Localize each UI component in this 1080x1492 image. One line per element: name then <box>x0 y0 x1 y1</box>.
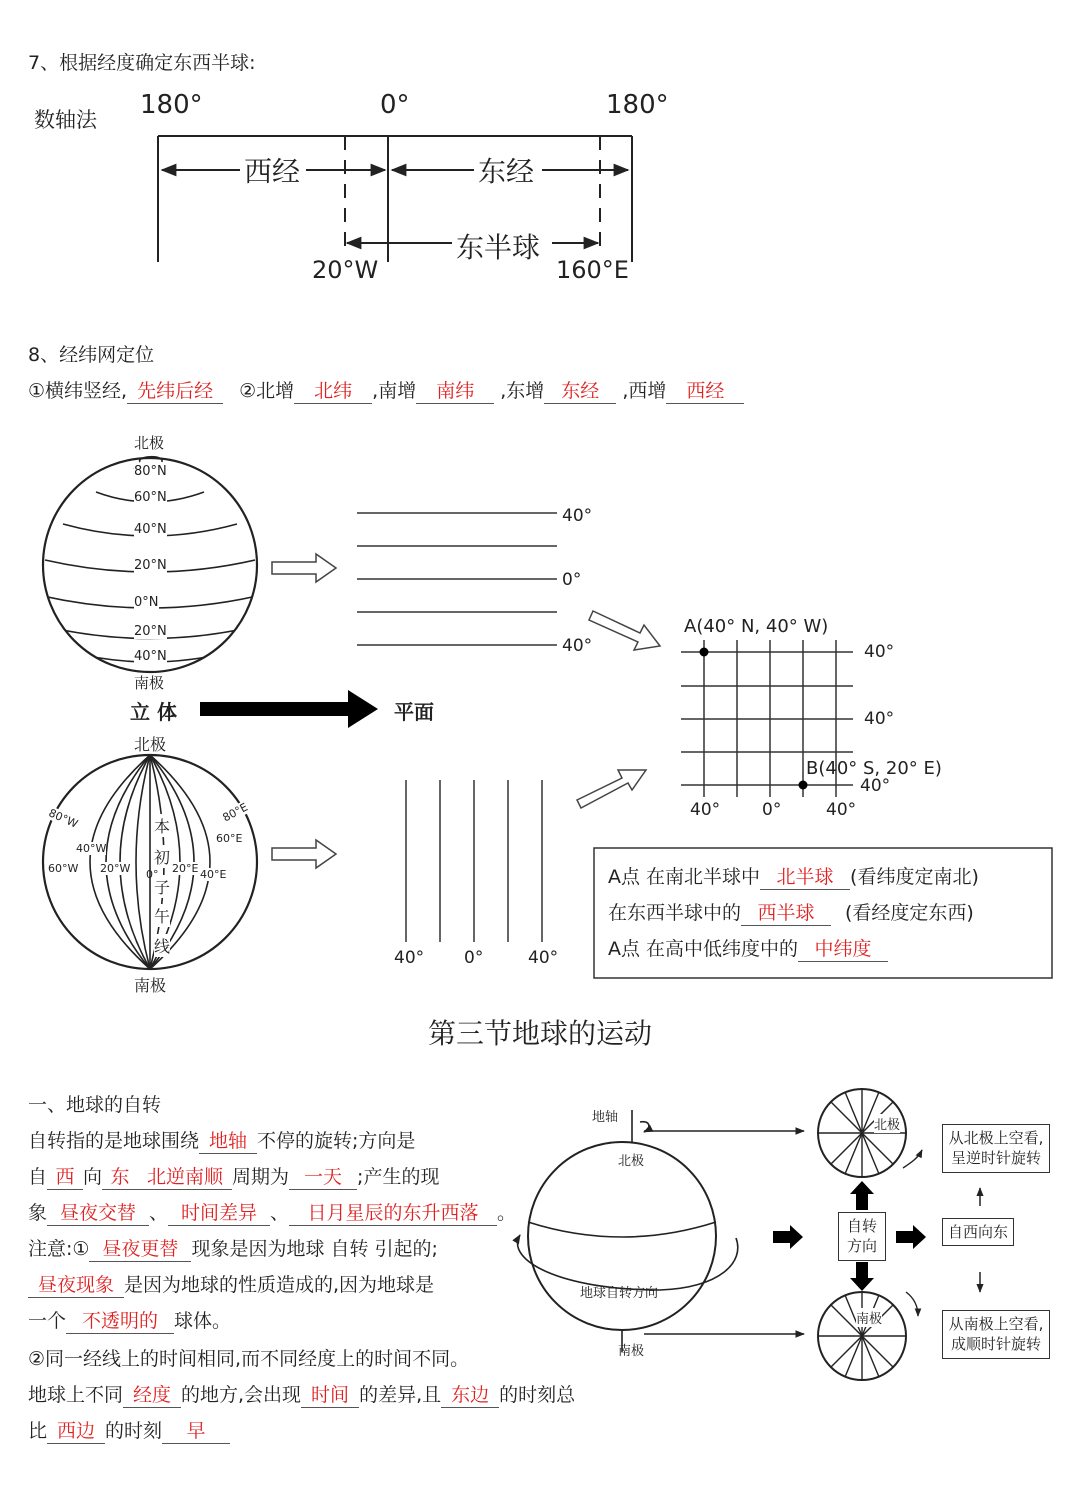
blank-one-day: 一天 <box>289 1167 357 1190</box>
infobox-l1-hint: (看纬度定南北) <box>850 866 979 888</box>
rotation-line3 <box>28 1198 516 1226</box>
r3-e: 、 <box>270 1202 290 1224</box>
blank-south-lat: 南纬 <box>416 381 494 404</box>
lat-label-0n: 0°N <box>134 595 159 610</box>
lon-label-60e: 60°E <box>216 832 243 845</box>
r8-e: 的差异,且 <box>359 1384 442 1406</box>
r8-a: 地球上不同 <box>28 1384 124 1406</box>
globe2-north-pole: 北极 <box>134 735 167 754</box>
south-disc <box>818 1292 918 1380</box>
rotation-line7: ②同一经线上的时间相同,而不同经度上的时间不同。 <box>28 1348 470 1370</box>
lat-label-80n: 80°N <box>134 464 167 479</box>
bound-160e: 160°E <box>556 256 629 284</box>
vline-label-40-left: 40° <box>394 948 425 968</box>
rule-part1: ①横纬竖经, <box>28 380 128 402</box>
number-axis <box>158 136 632 262</box>
rotation-line1 <box>28 1126 415 1154</box>
lon-label-80e: 80°E <box>220 800 250 825</box>
blank-west-side: 西边 <box>47 1421 105 1444</box>
east-longitude-label: 东经 <box>478 155 535 188</box>
blank-east: 东 <box>102 1167 138 1190</box>
blank-west-lon: 西经 <box>666 381 744 404</box>
rule-part2: ②北增 <box>239 380 295 402</box>
blank-day-night: 昼夜交替 <box>47 1203 149 1226</box>
blank-east-side: 东边 <box>441 1385 499 1408</box>
grid-right-label-3: 40° <box>860 776 891 796</box>
grid-bottom-label-2: 0° <box>762 800 782 820</box>
blank-first-lat: 先纬后经 <box>127 381 223 404</box>
r3-c: 、 <box>149 1202 169 1224</box>
latitude-plane-lines <box>357 513 557 645</box>
r5-b: 是因为地球的性质造成的,因为地球是 <box>124 1274 435 1296</box>
r2-c: 向 <box>83 1166 103 1188</box>
r4-c: 现象是因为地球 自转 引起的; <box>191 1238 438 1260</box>
vline-label-40-right: 40° <box>528 948 559 968</box>
r2-f: 周期为 <box>232 1166 290 1188</box>
prime-meridian-char-4: 午 <box>154 904 170 927</box>
globe2-south-pole: 南极 <box>134 976 167 995</box>
infobox-l2-text: 在东西半球中的 <box>608 902 742 924</box>
blank-north-lat: 北纬 <box>294 381 372 404</box>
lon-label-40e: 40°E <box>200 868 227 881</box>
section3-title: 第三节地球的运动 <box>427 1017 652 1050</box>
rotation-direction-label: 地球自转方向 <box>580 1286 659 1301</box>
grid-right-label-2: 40° <box>864 709 895 729</box>
north-view-box <box>942 1124 1050 1173</box>
grid-rule-line <box>28 376 744 404</box>
blank-earth-axis: 地轴 <box>199 1131 257 1154</box>
south-view-box <box>942 1310 1050 1359</box>
rotation-heading: 一、地球的自转 <box>28 1094 162 1116</box>
mid-box-text: 自西向东 <box>947 1223 1008 1241</box>
grid-bottom-label-3: 40° <box>826 800 857 820</box>
rotation-line9 <box>28 1416 230 1444</box>
rotation-line2 <box>28 1162 439 1190</box>
south-box-line1: 从南极上空看, <box>948 1315 1044 1333</box>
infobox-l2-hint: (看经度定东西) <box>845 902 974 924</box>
rule-part5: ,西增 <box>622 380 667 402</box>
blank-time: 时间 <box>301 1385 359 1408</box>
lat-label-20n: 20°N <box>134 558 167 573</box>
prime-meridian-char-5: 线 <box>154 934 170 957</box>
lon-label-0: 0° <box>146 868 159 881</box>
center-line1: 自转 <box>846 1217 877 1235</box>
r8-c: 的地方,会出现 <box>181 1384 302 1406</box>
lon-label-80w: 80°W <box>46 806 80 831</box>
lat-label-40n-lower: 40°N <box>134 649 167 664</box>
lon-label-20w: 20°W <box>100 862 131 875</box>
point-b-dot <box>799 781 808 790</box>
grid-right-label-1: 40° <box>864 642 895 662</box>
north-disc <box>818 1089 922 1177</box>
blank-day-night-alternation: 昼夜更替 <box>89 1239 191 1262</box>
section7-title: 7、根据经度确定东西半球: <box>28 52 256 74</box>
west-longitude-label: 西经 <box>244 155 301 188</box>
south-box-line2: 成顺时针旋转 <box>950 1335 1041 1354</box>
hline-label-40-bottom: 40° <box>562 636 593 656</box>
east-hemisphere-label: 东半球 <box>456 231 541 264</box>
blank-celestial-motion: 日月星辰的东升西落 <box>289 1203 497 1226</box>
west-to-east-box <box>942 1218 1014 1246</box>
lat-label-40n: 40°N <box>134 522 167 537</box>
prime-meridian-char-1: 本 <box>154 814 170 837</box>
plane-label: 平面 <box>394 700 434 724</box>
point-b-label: B(40° S, 20° E) <box>806 758 942 779</box>
blank-early: 早 <box>162 1421 230 1444</box>
r9-a: 比 <box>28 1420 48 1442</box>
diagram-south-pole: 南极 <box>618 1344 645 1359</box>
blank-west-hemisphere: 西半球 <box>741 903 831 926</box>
hline-label-40-top: 40° <box>562 506 593 526</box>
center-line2: 方向 <box>846 1237 877 1256</box>
bound-20w: 20°W <box>312 256 379 284</box>
blank-longitude: 经度 <box>123 1385 181 1408</box>
rotation-line6 <box>28 1306 231 1334</box>
globe1-north-pole: 北极 <box>134 434 165 452</box>
rotation-line5 <box>28 1270 434 1298</box>
diagram-north-pole: 北极 <box>618 1154 645 1169</box>
tick-0: 0° <box>380 90 410 120</box>
infobox-line2 <box>608 898 974 926</box>
blank-mid-latitude: 中纬度 <box>798 939 888 962</box>
blank-east-lon: 东经 <box>544 381 616 404</box>
north-box-line2: 呈逆时针旋转 <box>950 1149 1041 1168</box>
infobox-l3-text: A点 在高中低纬度中的 <box>608 938 799 960</box>
point-a-label: A(40° N, 40° W) <box>684 616 829 637</box>
blank-time-diff: 时间差异 <box>168 1203 270 1226</box>
method-label: 数轴法 <box>34 108 97 132</box>
rule-part4: ,东增 <box>500 380 545 402</box>
lon-label-40w: 40°W <box>76 842 107 855</box>
lon-label-20e: 20°E <box>172 862 199 875</box>
grid-bottom-label-1: 40° <box>690 800 721 820</box>
axis-label: 地轴 <box>592 1110 619 1125</box>
infobox-line1 <box>608 862 979 890</box>
prime-meridian-char-2: 初 <box>154 845 170 868</box>
longitude-plane-lines <box>406 780 542 942</box>
lat-label-60n: 60°N <box>134 490 167 505</box>
solid-arrow <box>200 690 378 728</box>
rotation-line4 <box>28 1234 438 1262</box>
point-a-dot <box>700 648 709 657</box>
hline-label-0: 0° <box>562 570 582 590</box>
r8-g: 的时刻总 <box>499 1384 576 1406</box>
lat-label-20n-lower: 20°N <box>134 624 167 639</box>
north-box-line1: 从北极上空看, <box>948 1129 1044 1147</box>
r9-c: 的时刻 <box>105 1420 163 1442</box>
tick-180-left: 180° <box>140 90 203 120</box>
r3-a: 象 <box>28 1202 48 1224</box>
blank-day-night-phenomenon: 昼夜现象 <box>28 1275 124 1298</box>
north-disc-label: 北极 <box>874 1114 900 1133</box>
vline-label-0: 0° <box>464 948 484 968</box>
rule-part3: ,南增 <box>372 380 417 402</box>
infobox-line3 <box>608 934 888 962</box>
rotation-direction-box <box>838 1212 886 1261</box>
lon-label-60w: 60°W <box>48 862 79 875</box>
infobox-l1-text: A点 在南北半球中 <box>608 866 761 888</box>
blank-north-ccw-south-cw: 北逆南顺 <box>138 1167 232 1190</box>
section8-title: 8、经纬网定位 <box>28 344 155 366</box>
r2-h: ;产生的现 <box>357 1166 440 1188</box>
r2-a: 自 <box>28 1166 48 1188</box>
south-disc-label: 南极 <box>856 1308 882 1327</box>
rotation-line8 <box>28 1380 575 1408</box>
solid-label: 立 体 <box>130 700 177 724</box>
blank-opaque: 不透明的 <box>66 1311 174 1334</box>
r6-a: 一个 <box>28 1310 67 1332</box>
blank-west: 西 <box>47 1167 83 1190</box>
r6-c: 球体。 <box>174 1310 232 1332</box>
prime-meridian-char-3: 子 <box>154 875 170 898</box>
globe1-south-pole: 南极 <box>134 674 165 692</box>
r1-a: 自转指的是地球围绕 <box>28 1130 200 1152</box>
r3-g: 。 <box>497 1202 517 1224</box>
r4-a: 注意:① <box>28 1238 90 1260</box>
r1-c: 不停的旋转;方向是 <box>257 1130 416 1152</box>
earth-rotation-diagram <box>518 1110 804 1352</box>
blank-north-hemisphere: 北半球 <box>760 867 850 890</box>
tick-180-right: 180° <box>606 90 669 120</box>
